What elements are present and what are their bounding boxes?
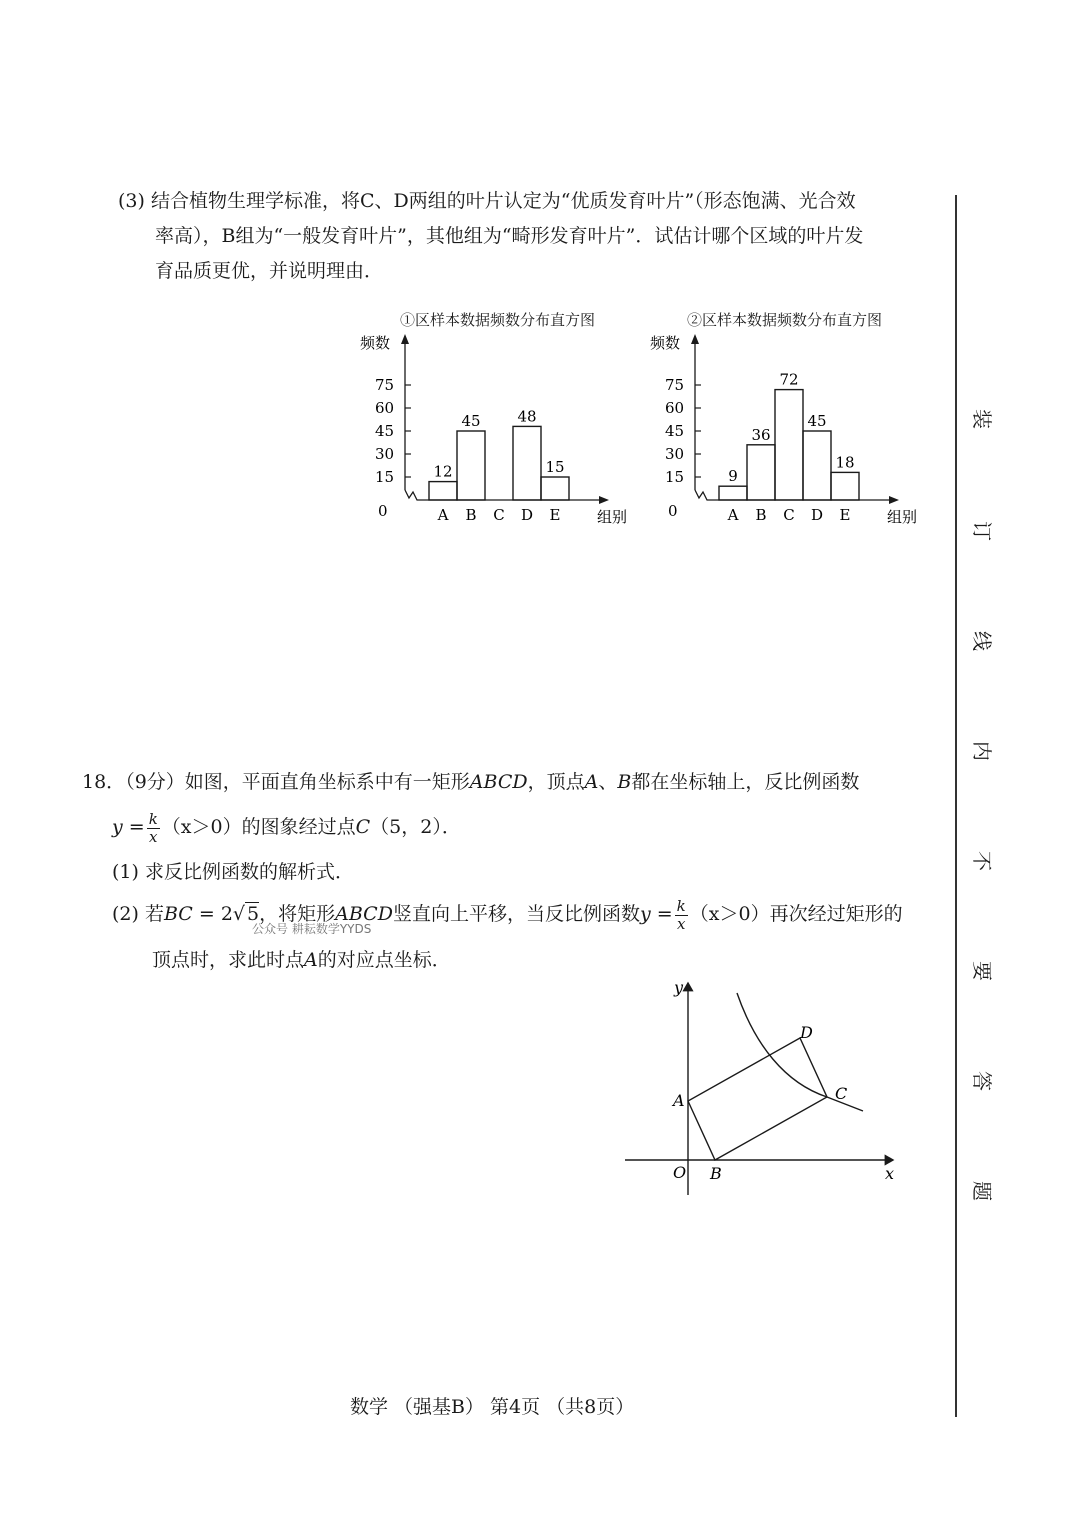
x-axis-title: 组别: [597, 508, 628, 526]
q18-eq: = 2: [192, 903, 233, 925]
q18-part2-e: 顶点时，求此时点: [152, 949, 305, 971]
histogram-bar: [513, 426, 541, 500]
chart2-histogram: [640, 330, 920, 535]
x-category-label: E: [839, 506, 851, 524]
q18-cond: （x＞0）: [161, 816, 242, 838]
q18-bc: BC: [163, 903, 193, 925]
x-axis-title: 组别: [887, 508, 918, 526]
q18-part2-d: 再次经过矩形的: [769, 903, 903, 925]
coordinate-figure: [615, 975, 915, 1205]
x-category-label: E: [549, 506, 561, 524]
histogram-bar: [719, 486, 747, 500]
y-tick-label: 0: [378, 502, 388, 520]
y-tick-label: 75: [665, 376, 685, 394]
bar-data-label: 72: [779, 370, 799, 389]
q18-point-c: C: [355, 816, 371, 838]
q18-part1: (1) 求反比例函数的解析式．: [112, 861, 354, 883]
histogram-bar: [775, 390, 803, 500]
point-c-label: C: [835, 1084, 848, 1103]
x-category-label: C: [783, 506, 795, 524]
q18-coord: （5，2）．: [370, 816, 461, 838]
q18-stem-line1: [82, 765, 859, 799]
histogram-bar: [803, 431, 831, 500]
q18-stem-d: 的图象经过点: [241, 816, 356, 838]
point-b-label: B: [710, 1164, 722, 1183]
bar-data-label: 18: [835, 453, 855, 472]
q17-part3-line2: 率高），B组为“一般发育叶片”，其他组为“畸形发育叶片”．试估计哪个区域的叶片发: [155, 225, 864, 247]
bar-data-label: 9: [728, 467, 738, 486]
q18-stem-c: 都在坐标轴上，反比例函数: [631, 771, 860, 793]
histogram-bar: [747, 445, 775, 500]
y-tick-label: 60: [665, 399, 685, 417]
bar-data-label: 12: [433, 462, 453, 481]
bar-data-label: 45: [807, 412, 827, 430]
binding-char-6: 要: [972, 957, 993, 982]
x-axis-line: [405, 490, 599, 500]
y-axis-arrow: [691, 334, 699, 344]
chart1-title: ①区样本数据频数分布直方图: [400, 311, 596, 329]
binding-char-4: 内: [972, 737, 993, 762]
binding-char-2: 订: [972, 517, 993, 542]
bar-data-label: 48: [517, 407, 537, 426]
q18-part2-a: (2) 若: [112, 903, 164, 925]
x-category-label: A: [727, 506, 739, 524]
q18-frac-num-2: k: [676, 896, 686, 915]
x-category-label: D: [810, 506, 824, 524]
binding-char-8: 题: [972, 1177, 993, 1202]
q18-fraction: [147, 811, 160, 846]
q18-cond-2: （x＞0）: [689, 903, 770, 925]
x-axis-line: [695, 490, 889, 500]
origin-label: O: [673, 1163, 687, 1182]
chart1-histogram: [350, 330, 630, 535]
binding-char-3: 线: [972, 627, 993, 652]
y-tick-label: 60: [375, 399, 395, 417]
q17-part3-line3: 育品质更优，并说明理由．: [155, 260, 384, 282]
y-axis-title: 频数: [360, 334, 391, 352]
q18-sep: 、: [598, 771, 618, 793]
q18-sqrt5: 5: [247, 903, 260, 925]
q18-frac-den: x: [149, 827, 158, 846]
point-a-label: A: [673, 1091, 685, 1110]
bar-data-label: 45: [461, 412, 481, 430]
x-category-label: D: [520, 506, 534, 524]
q18-point-a-2: A: [304, 949, 318, 971]
y-tick-label: 15: [665, 468, 685, 486]
y-tick-label: 45: [665, 422, 685, 440]
x-axis-arrow: [599, 496, 609, 504]
q18-part2-f: 的对应点坐标．: [317, 949, 451, 971]
q18-point-a: A: [584, 771, 599, 793]
q18-stem-a: 如图，平面直角坐标系中有一矩形: [184, 771, 470, 793]
x-category-label: B: [755, 506, 767, 524]
y-tick-label: 30: [375, 445, 395, 463]
q18-stem-b: ，顶点: [527, 771, 585, 793]
rectangle-abcd: [688, 1038, 827, 1160]
bar-data-label: 15: [545, 458, 565, 476]
q18-rect-name-2: ABCD: [335, 903, 393, 925]
q18-number: 18．: [82, 771, 126, 793]
axis-x-label: x: [885, 1164, 895, 1183]
y-tick-label: 30: [665, 445, 685, 463]
q18-sqrt-sign: √: [232, 903, 246, 925]
y-axis-arrow: [401, 334, 409, 344]
x-axis-arrow: [889, 496, 899, 504]
q17-part3-label: (3): [118, 190, 145, 212]
q18-y-eq-2: y =: [639, 903, 673, 925]
y-tick-label: 0: [668, 502, 678, 520]
y-axis-title: 频数: [650, 334, 681, 352]
q17-part3-line1: [118, 184, 856, 218]
point-d-label: D: [800, 1023, 813, 1042]
q18-score: （9分）: [125, 771, 185, 793]
x-category-label: C: [493, 506, 505, 524]
q18-part2-b: ，将矩形: [259, 903, 336, 925]
q18-y-eq: y =: [112, 816, 145, 838]
y-tick-label: 15: [375, 468, 395, 486]
binding-line: [955, 195, 957, 1417]
page-footer: 数学 （强基B） 第4页 （共8页）: [350, 1396, 635, 1418]
binding-char-7: 答: [972, 1067, 993, 1092]
q18-part2-line2: [152, 943, 451, 977]
histogram-bar: [541, 477, 569, 500]
chart2-title: ②区样本数据频数分布直方图: [687, 311, 883, 329]
x-category-label: B: [465, 506, 477, 524]
q18-stem-line2: [112, 810, 461, 846]
y-tick-label: 75: [375, 376, 395, 394]
watermark-text: 公众号 耕耘数学YYDS: [252, 922, 372, 936]
q18-rect-name: ABCD: [469, 771, 528, 793]
histogram-bar: [429, 482, 457, 500]
histogram-bar: [457, 431, 485, 500]
q18-frac-num: k: [148, 809, 158, 828]
binding-char-5: 不: [972, 847, 993, 872]
q17-part3-text1: 结合植物生理学标准，将C、D两组的叶片认定为“优质发育叶片”（形态饱满、光合效: [150, 190, 856, 212]
q18-part2-line1: [112, 897, 903, 933]
q18-frac-den-2: x: [676, 914, 686, 933]
axis-y-label: y: [674, 978, 684, 997]
histogram-bar: [831, 472, 859, 500]
bar-data-label: 36: [751, 425, 771, 444]
x-category-label: A: [437, 506, 449, 524]
y-tick-label: 45: [375, 422, 395, 440]
q18-point-b: B: [617, 771, 632, 793]
q18-part2-c: 竖直向上平移，当反比例函数: [392, 903, 640, 925]
binding-char-1: 装: [972, 405, 993, 430]
q18-fraction-2: [675, 898, 688, 933]
